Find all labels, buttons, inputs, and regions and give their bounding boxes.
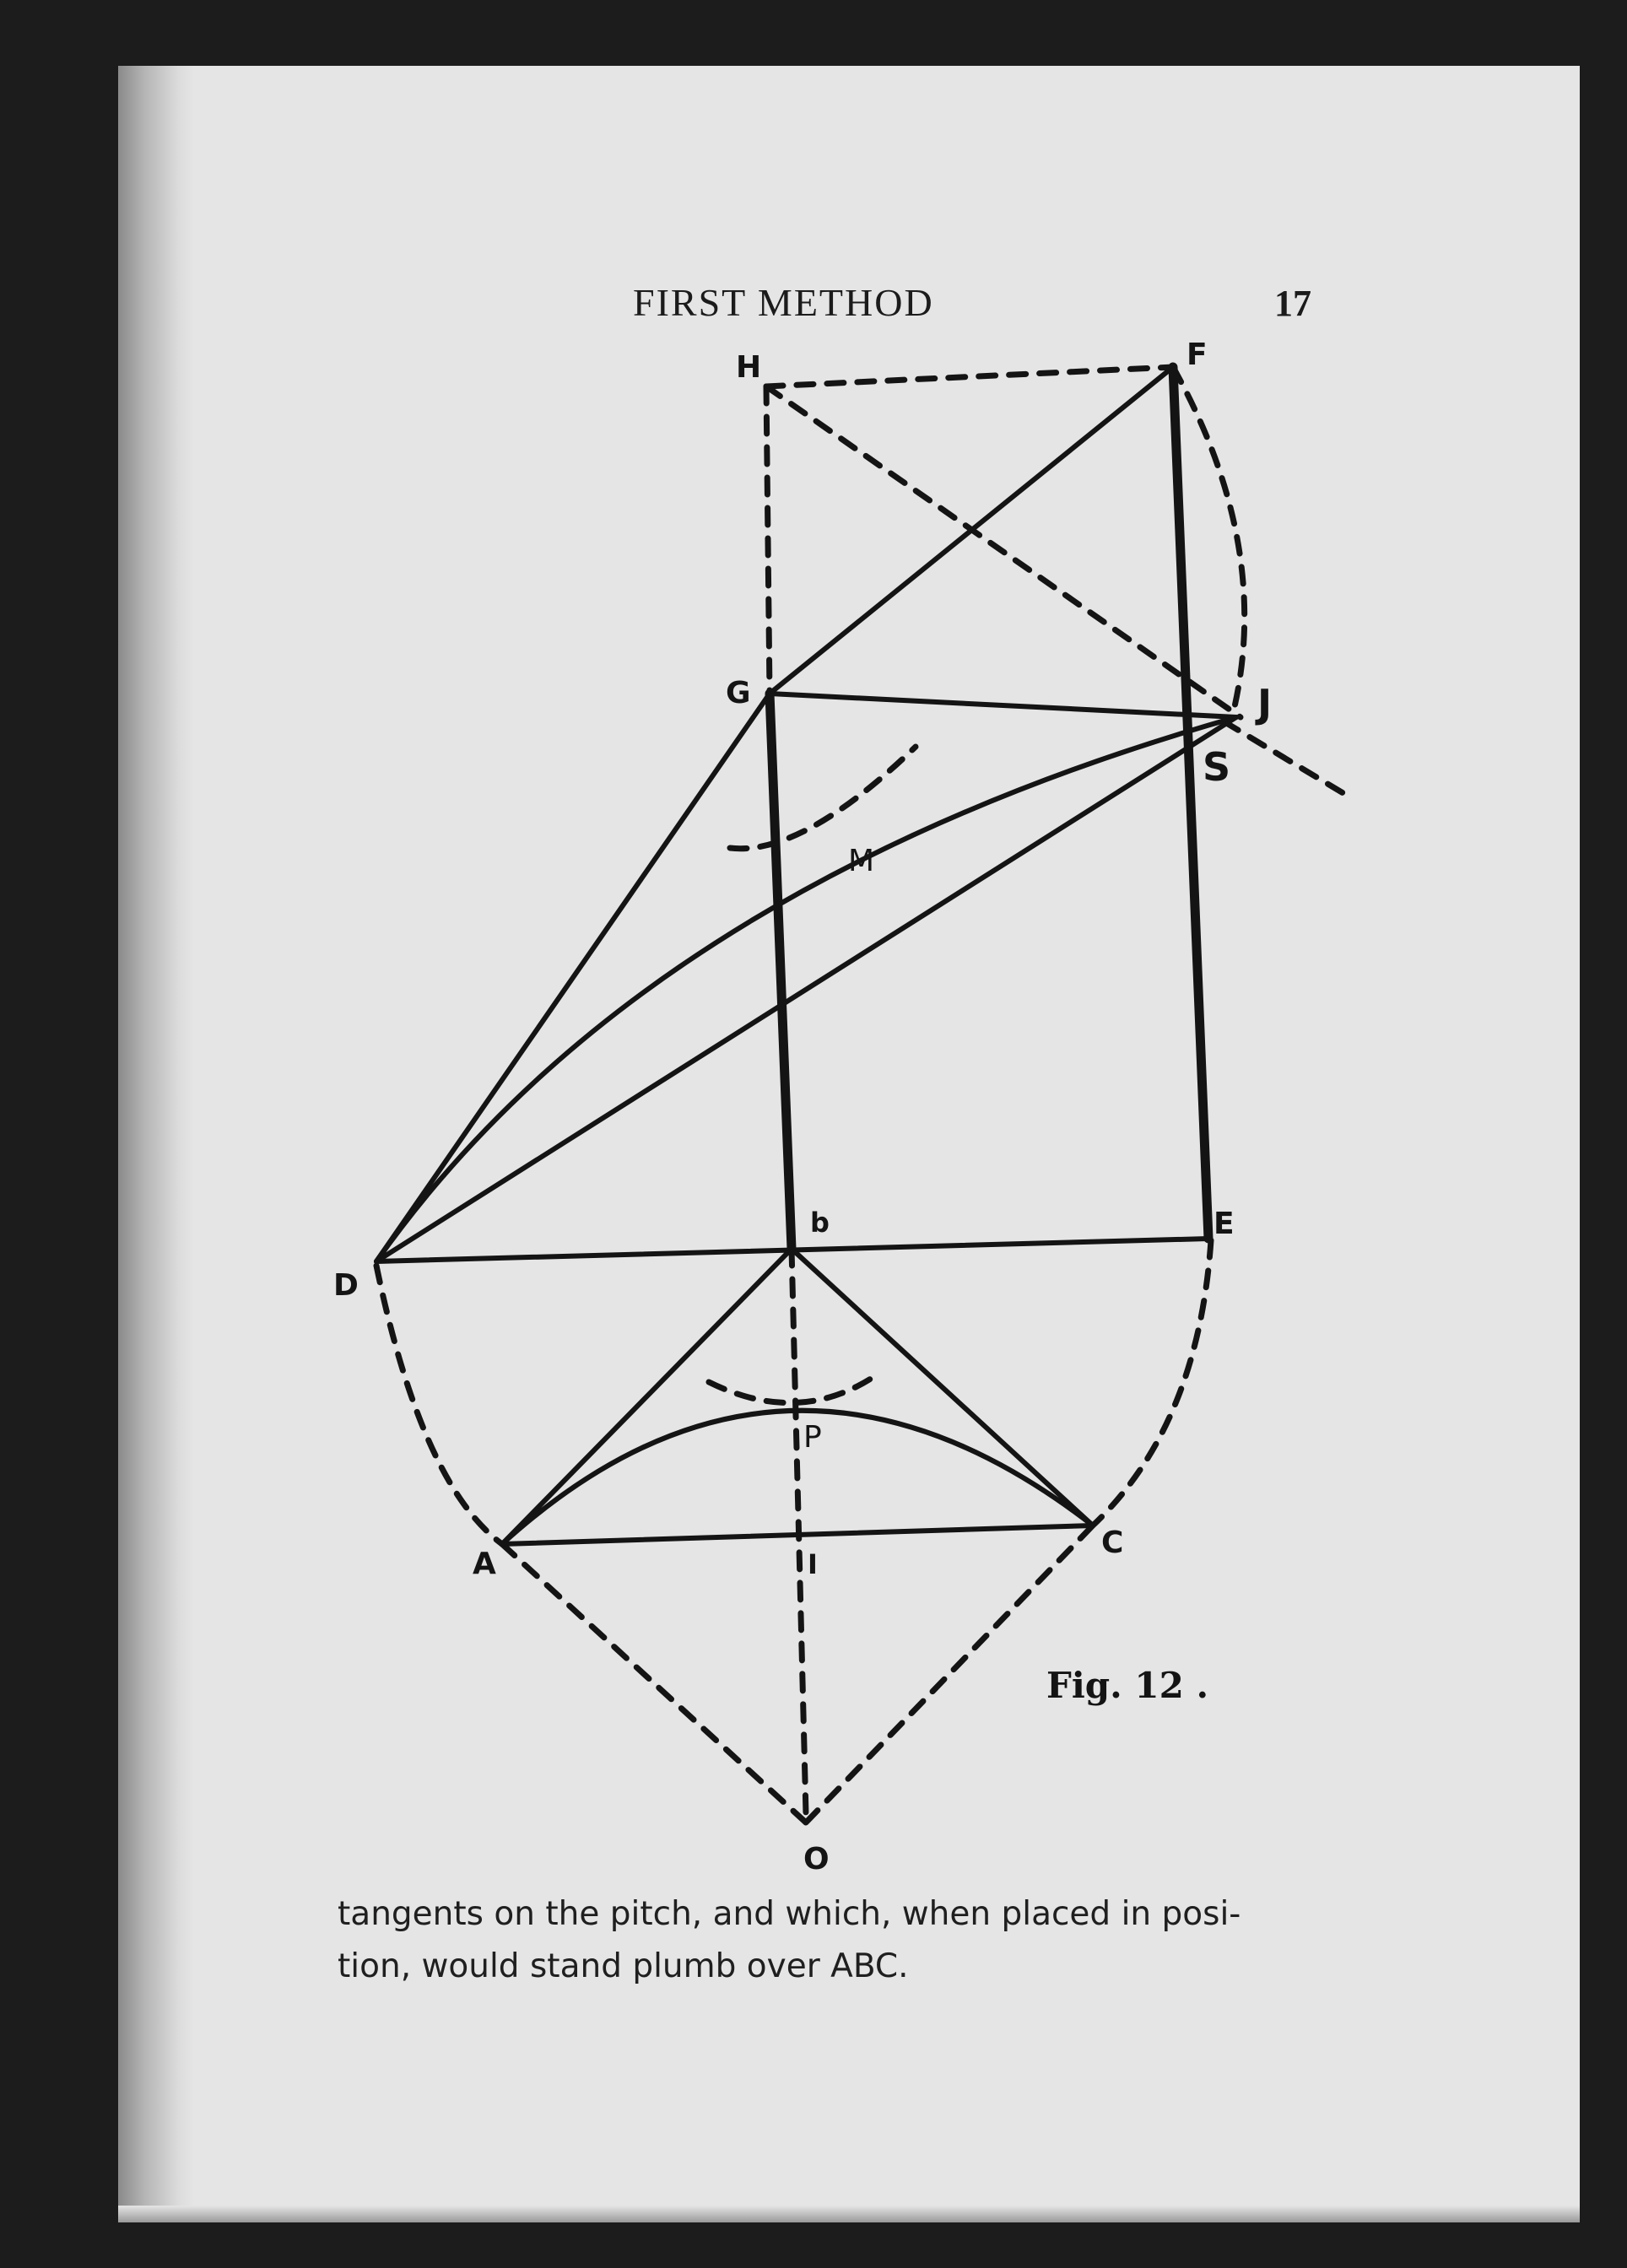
label-b: b [810,1207,830,1239]
body-paragraph [338,1888,1350,1993]
solid-construction-lines [376,367,1236,1544]
label-O: O [803,1842,830,1876]
label-C: C [1101,1526,1124,1560]
body-line-1: tangents on the pitch, and which, when placed in posi- [338,1895,1241,1933]
running-head: FIRST METHOD [633,281,934,324]
label-E: E [1213,1207,1235,1241]
label-A: A [473,1547,496,1581]
label-D: D [333,1268,359,1303]
heavy-lines [770,367,1208,1249]
label-S: S [1203,744,1231,790]
label-G: G [726,676,751,710]
page-number: 17 [1274,283,1311,324]
figure-caption: Fig. 12 . [1046,1665,1209,1706]
label-J: J [1257,681,1273,726]
label-F: F [1186,338,1208,372]
label-M: M [848,844,875,878]
label-P: P [803,1420,822,1455]
body-line-2: tion, would stand plumb over ABC. [338,1947,909,1985]
label-I: I [808,1548,818,1580]
label-H: H [736,350,762,385]
